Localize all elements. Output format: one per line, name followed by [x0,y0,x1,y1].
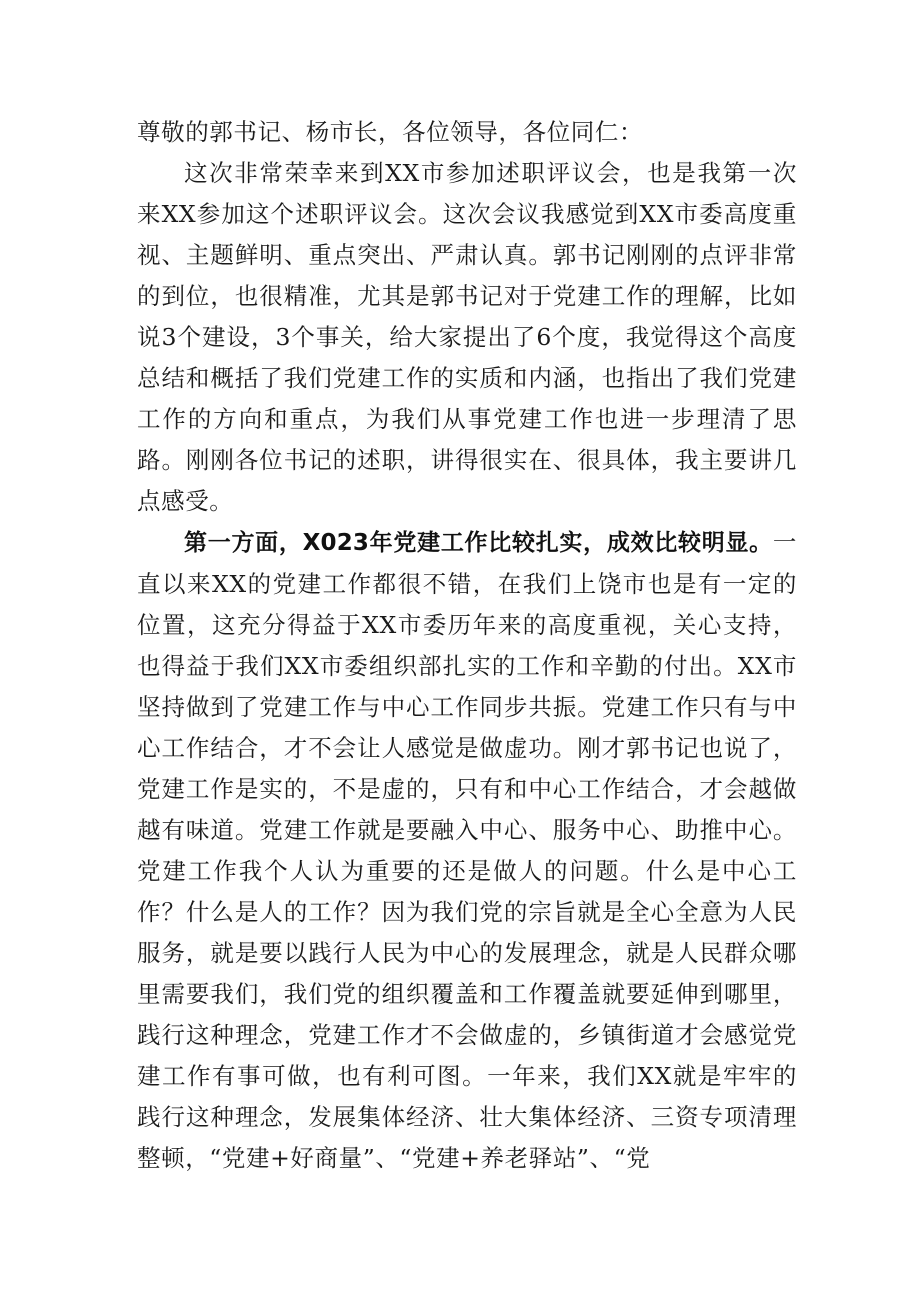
intro-paragraph: 这次非常荣幸来到XX市参加述职评议会，也是我第一次来XX参加这个述职评议会。这次会议我感觉到XX市委高度重视、主题鲜明、重点突出、严肃认真。郭书记刚刚的点评非常的到位，也很精准，尤其是郭书记对于党建工作的理解，比如说3个建设，3个事关，给大家提出了6个度，我觉得这个高度总结和概括了我们党建工作的实质和内涵，也指出了我们党建工作的方向和重点，为我们从事党建工作也进一步理清了思路。刚刚各位书记的述职，讲得很实在、很具体，我主要讲几点感受。 [137,159,797,515]
section-one-heading: 第一方面，X023年党建工作比较扎实，成效比较明显。 [184,530,773,556]
section-one-paragraph [137,522,797,1179]
greeting-line: 尊敬的郭书记、杨市长，各位领导，各位同仁： [137,118,644,146]
section-one-body: 一直以来XX的党建工作都很不错，在我们上饶市也是有一定的位置，这充分得益于XX市委历年来的高度重视，关心支持，也得益于我们XX市委组织部扎实的工作和辛勤的付出。XX市坚持做到了党建工作与中心工作同步共振。党建工作只有与中心工作结合，才不会让人感觉是做虚功。刚才郭书记也说了，党建工作是实的，不是虚的，只有和中心工作结合，才会越做越有味道。党建工作就是要融入中心、服务中心、助推中心。党建工作我个人认为重要的还是做人的问题。什么是中心工作？什么是人的工作？因为我们党的宗旨就是全心全意为人民服务，就是要以践行人民为中心的发展理念，就是人民群众哪里需要我们，我们党的组织覆盖和工作覆盖就要延伸到哪里，践行这种理念，党建工作才不会做虚的，乡镇街道才会感觉党建工作有事可做，也有利可图。一年来，我们XX就是牢牢的践行这种理念，发展集体经济、壮大集体经济、三资专项清理整顿，“党建+好商量”、“党建+养老驿站”、“党 [137,528,797,1172]
document-body [137,112,797,1179]
